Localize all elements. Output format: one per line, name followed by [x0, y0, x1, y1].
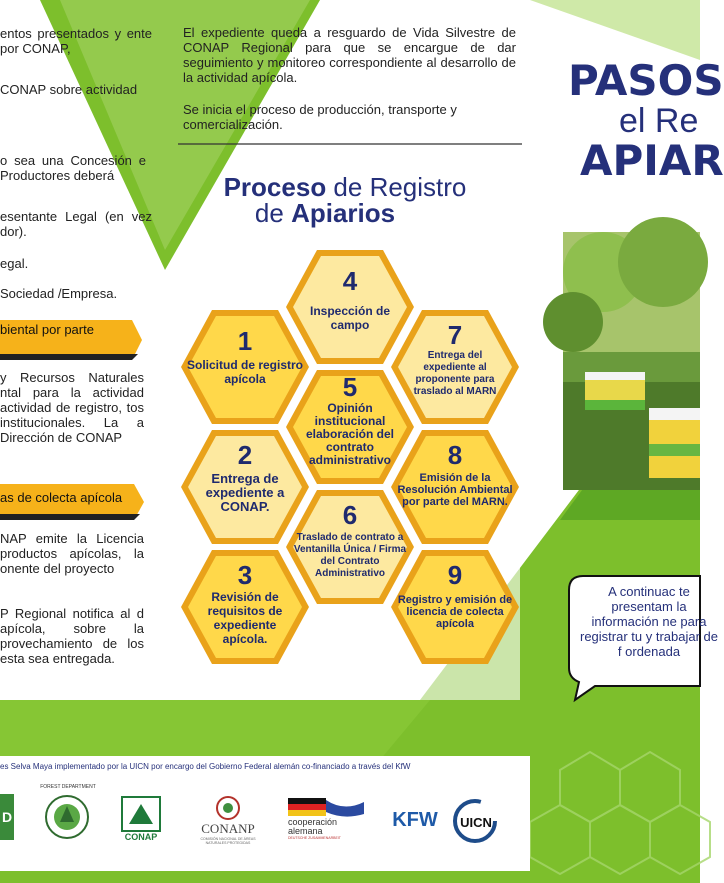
- forest-department-text: FOREST DEPARTMENT: [40, 784, 96, 790]
- section-tag-2-label: as de colecta apícola: [0, 490, 123, 505]
- logo-partial-d: [0, 794, 14, 840]
- kfw-logo: [390, 806, 440, 834]
- uicn-logo-text: UICN: [460, 814, 492, 830]
- step-3-hex: [179, 548, 311, 666]
- step-1-number: 1: [237, 326, 253, 356]
- left-paragraph-5: egal.: [0, 256, 29, 271]
- honeycomb-steps: [170, 240, 530, 680]
- step-4-label: Inspección de campo: [309, 304, 391, 332]
- conap-logo-text: CONAP: [124, 832, 158, 842]
- step-4-number: 4: [342, 266, 358, 296]
- step-7-number: 7: [447, 320, 463, 350]
- process-title-bold-1: Proceso: [223, 172, 327, 202]
- speech-bubble: [565, 572, 718, 702]
- right-title-line-2: el Re: [619, 102, 699, 140]
- conanp-logo-subtext: COMISIÓN NACIONAL DE ÁREAS NATURALES PROTEGIDAS: [200, 837, 256, 845]
- cooperacion-text-3: DEUTSCHE ZUSAMMENARBEIT: [288, 835, 341, 840]
- step-5-number: 5: [342, 372, 358, 402]
- left-paragraph-7: y Recursos Naturales ntal para la actividad actividad de registro, tos institucionales. La a Dirección de CONAP: [0, 370, 144, 445]
- step-9-label: Registro y emisión de licencia de colecta apícola: [397, 594, 513, 630]
- step-5-label: Opinión institucional elaboración del contrato administrativo: [305, 401, 395, 467]
- kfw-logo-text: KFW: [392, 808, 438, 831]
- step-2-number: 2: [237, 440, 253, 470]
- process-title-pre-2: de: [254, 198, 292, 228]
- right-title-line-3: APIAR: [580, 136, 724, 185]
- left-paragraph-6: Sociedad /Empresa.: [0, 286, 118, 301]
- speech-bubble-text: A continuac te presentam la información ne para registrar tu y trabajar de f ordenada: [579, 584, 718, 659]
- conanp-logo-text: CONANP: [201, 821, 255, 836]
- left-paragraph-8: NAP emite la Licencia productos apícolas, la onente del proyecto: [0, 531, 144, 576]
- cooperacion-text-1: cooperación: [288, 816, 338, 827]
- step-2-label: Entrega de expediente a CONAP.: [205, 471, 285, 514]
- logo-partial-d-text: D: [1, 809, 13, 825]
- left-paragraph-2: CONAP sobre actividad: [0, 82, 138, 97]
- middle-paragraph-2: Se inicia el proceso de producción, transporte y comercialización.: [183, 102, 457, 132]
- step-3-label: Revisión de requisitos de expediente apícola.: [207, 590, 283, 646]
- left-paragraph-3: o sea una Concesión e Productores deberá: [0, 153, 146, 183]
- green-triangle-top-right: [530, 0, 700, 60]
- section-tag-1-label: biental por parte: [0, 322, 94, 337]
- left-paragraph-1: entos presentados y ente por CONAP,: [0, 26, 152, 56]
- step-6-label: Traslado de contrato a Ventanilla Única / Firma del Contrato Administrativo: [293, 532, 407, 579]
- uicn-logo: [452, 798, 500, 846]
- section-tag-1: [0, 320, 142, 350]
- step-9-hex: [389, 548, 521, 666]
- cooperacion-alemana-logo: [288, 792, 368, 846]
- step-6-number: 6: [342, 500, 358, 530]
- conap-logo: [120, 794, 162, 844]
- left-paragraph-9: P Regional notifica al d apícola, sobre la provechamiento de los esta sea entregada.: [0, 606, 144, 666]
- step-8-number: 8: [447, 440, 463, 470]
- footer-credit: es Selva Maya implementado por la UICN por encargo del Gobierno Federal alemán co-financiado a través del KfW: [0, 762, 411, 771]
- process-title: [180, 174, 510, 226]
- footer-panel: [0, 756, 530, 871]
- middle-paragraph-1: El expediente queda a resguardo de Vida Silvestre de CONAP Regional para que se encargue de dar seguimiento y monitoreo correspondiente al desarrollo de la actividad apícola.: [183, 25, 516, 85]
- cooperacion-text-2: alemana: [288, 825, 323, 836]
- step-3-number: 3: [237, 560, 253, 590]
- process-title-rest-1: de Registro: [326, 172, 467, 202]
- section-tag-2: [0, 484, 144, 514]
- process-title-bold-2: Apiarios: [291, 198, 396, 228]
- apiary-photo: [563, 232, 700, 490]
- left-paragraph-4: esentante Legal (en vez dor).: [0, 209, 152, 239]
- step-9-number: 9: [447, 560, 463, 590]
- step-8-label: Emisión de la Resolución Ambiental por parte del MARN.: [397, 472, 513, 508]
- forest-department-logo: [40, 784, 96, 840]
- conanp-logo: [195, 790, 261, 850]
- step-1-label: Solicitud de registro apícola: [187, 358, 304, 386]
- step-7-label: Entrega del expediente al proponente para traslado al MARN: [413, 350, 497, 397]
- right-title-line-1: PASOS: [568, 56, 724, 105]
